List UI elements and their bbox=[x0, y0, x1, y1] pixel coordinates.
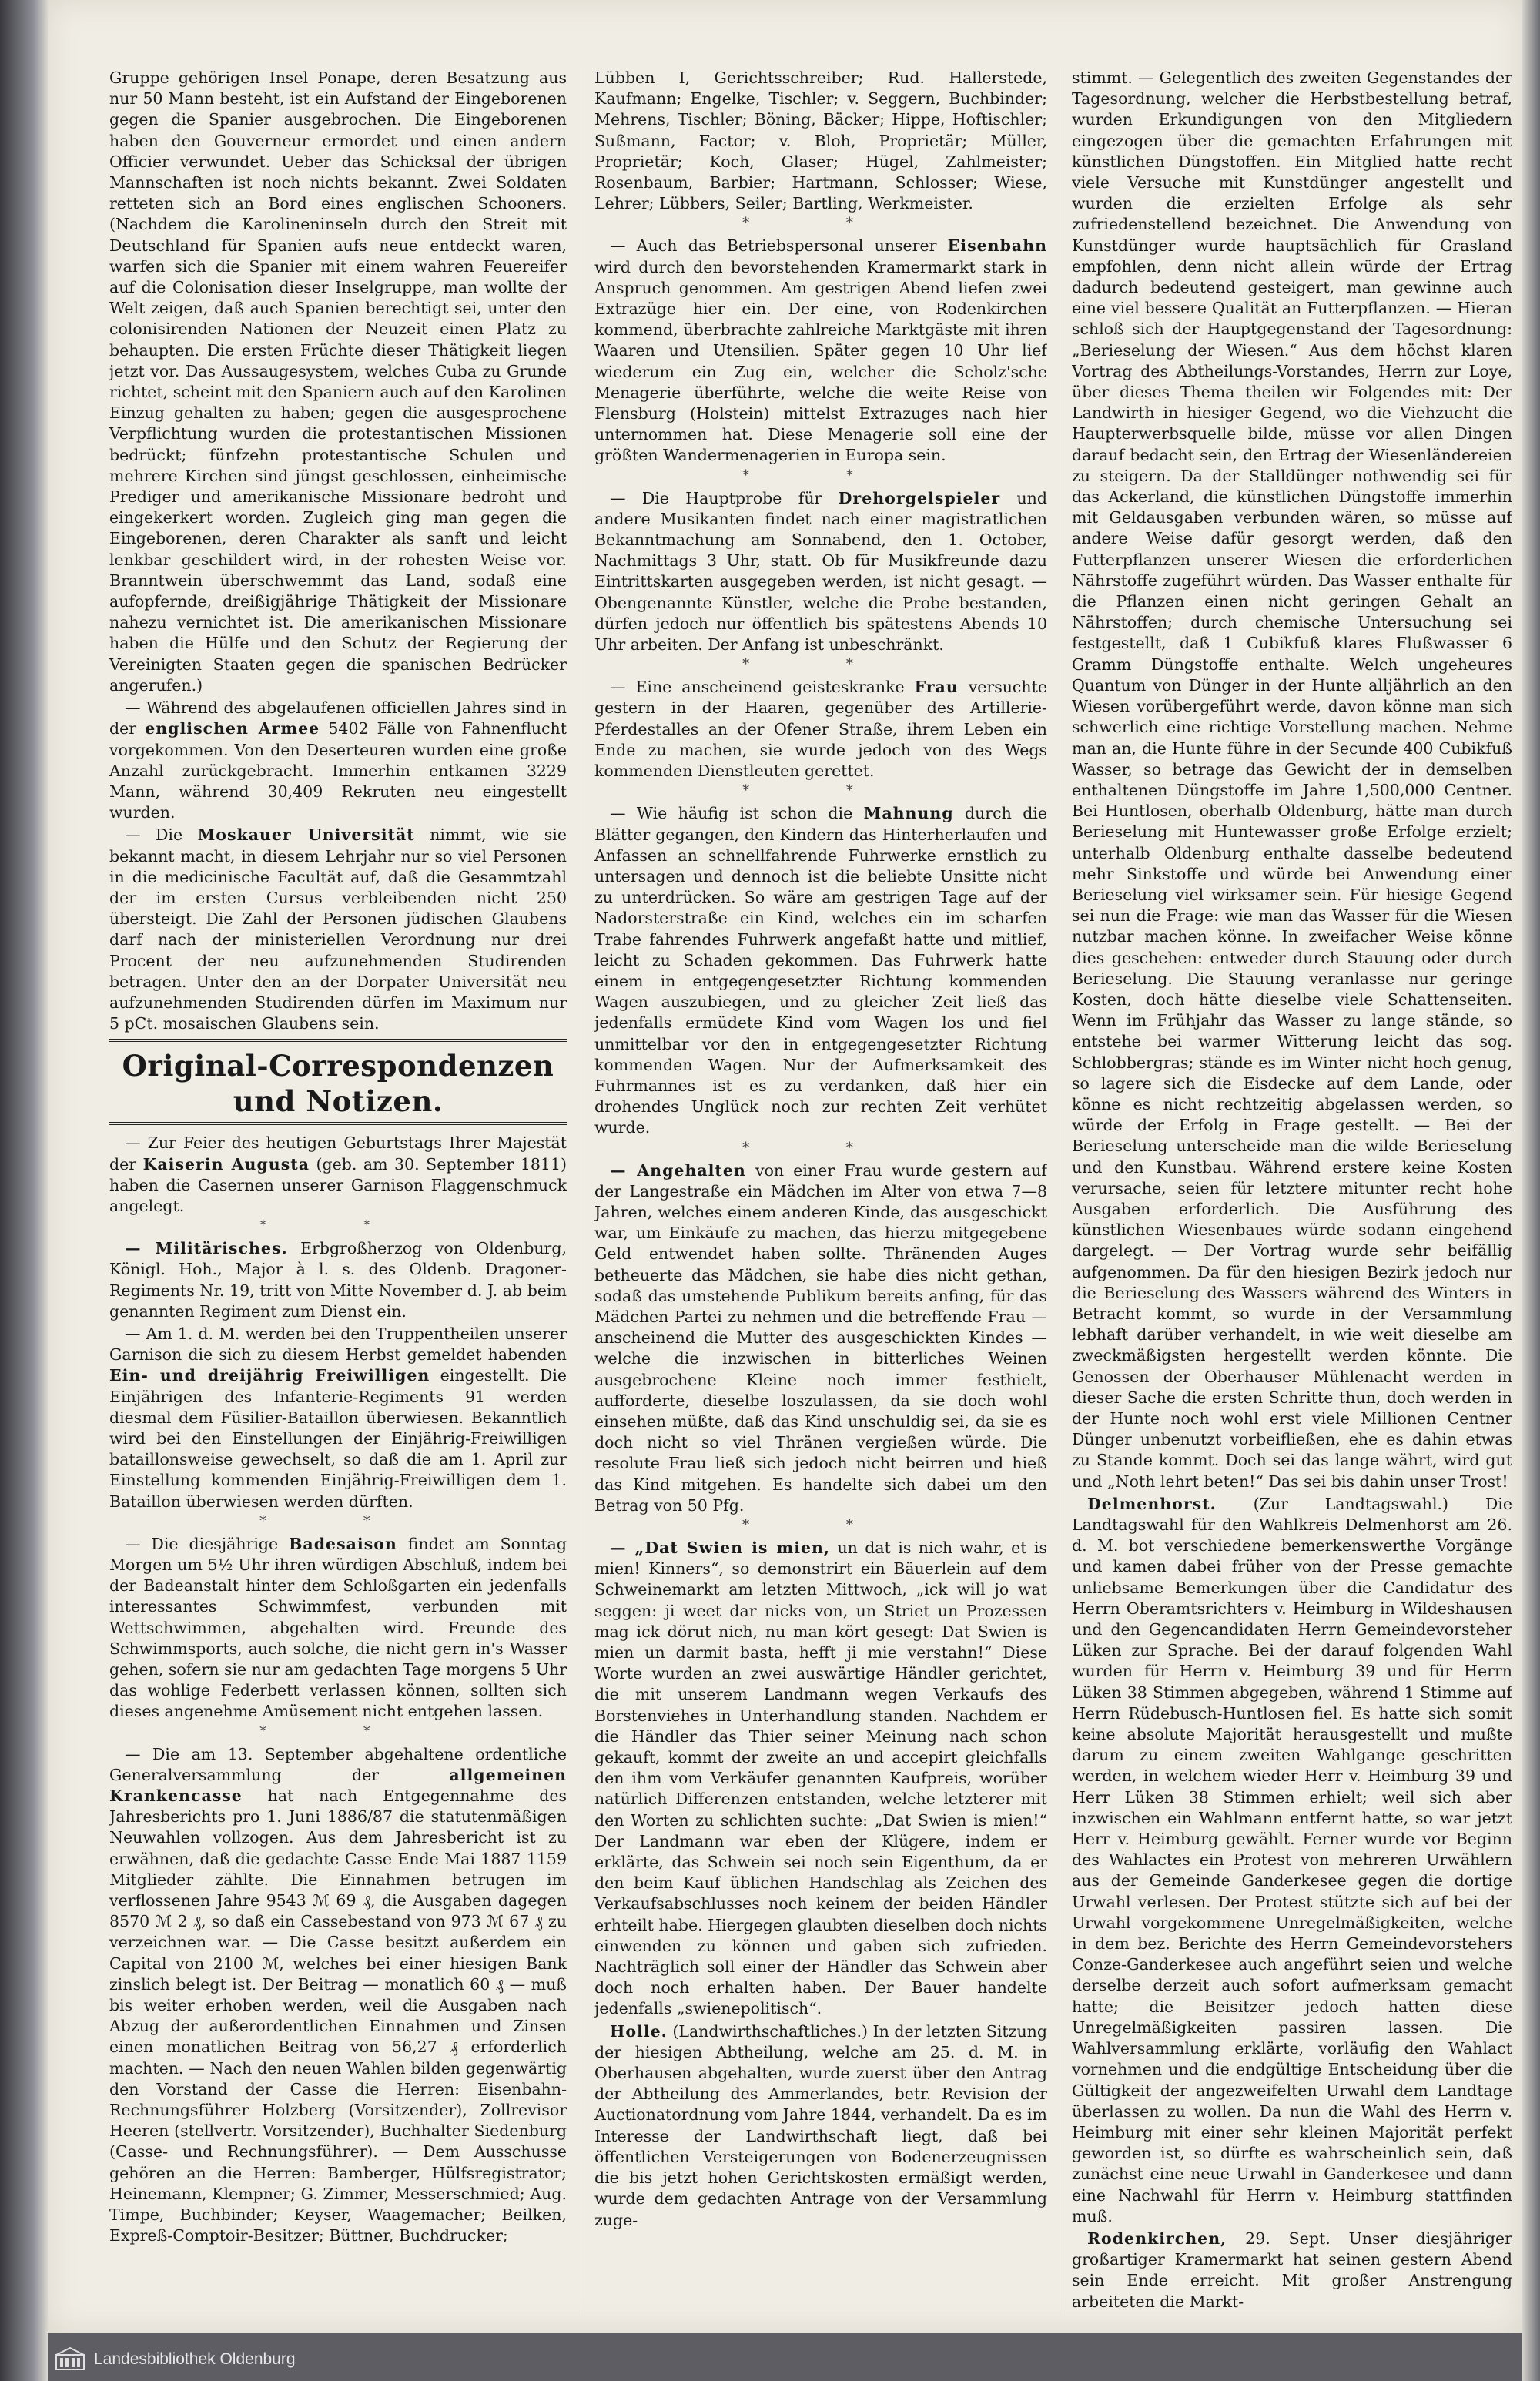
newspaper-page bbox=[48, 0, 1522, 2333]
article-warning: — Wie häufig ist schon die Mahnung durch die Blätter gegangen, den Kindern das Hinterherlaufen und Anfassen an schnellfahrende Fuhrwerke ernstlich zu untersagen und dennoch ist die beliebte Unsitte nicht zu unterdrücken. So wäre am gestrigen Tage auf der Nadorsterstraße ein Kind, welches ein im scharfen Trabe fahrendes Fuhrwerk angefaßt hatte und mitlief, leicht zu Schaden gekommen. Das Fuhrwerk hatte einem in entgegengesetzter Richtung kommenden Wagen auszubiegen, und zu gleicher Zeit ließ das jedenfalls ermüdete Kind vom Wagen los und fiel unmittelbar vor den in entgegengesetzter Richtung kommenden Wagen. Nur der Aufmerksamkeit des Fuhrmannes ist es zu verdanken, daß hier ein drohendes Unglück noch zur rechten Zeit verhütet wurde. bbox=[594, 804, 1047, 1137]
separator-asterisks: * * bbox=[742, 1517, 899, 1533]
article-detained: — Angehalten von einer Frau wurde gestern auf der Langestraße ein Mädchen im Alter von etwa 7—8 Jahren, welches einem anderen Kinde, das ausgeschickt war, um Einkäufe zu machen, das hierzu mitgegebene Geld entwendet haben sollte. Thränenden Auges betheuerte das Mädchen, sie habe dies nicht gethan, sodaß das umstehende Publikum bereits anfing, für das Mädchen Partei zu nehmen und die betreffende Frau — anscheinend die Mutter des ausgeschickten Kindes — welche die inzwischen in bitterliches Weinen ausgebrochene Kleine noch immer festhielt, aufforderte, dieselbe loszulassen, da sie doch wohl einsehen müßte, daß das Kind unschuldig sei, da sie es doch nicht so viel Thränen vergießen würde. Die resolute Frau ließ sich jedoch nicht beirren und hieß das Kind mitgehen. Es handelte sich dabei um den Betrag von 50 Pfg. bbox=[594, 1160, 1047, 1515]
section-headline: Original-Correspondenzen und Notizen. bbox=[109, 1048, 567, 1125]
article-delmenhorst: Delmenhorst. (Zur Landtagswahl.) Die Landtagswahl für den Wahlkreis Delmenhorst am 26. d. M. bot verschiedene bemerkenswerthe Vorgänge und kamen dabei früher von der Presse gemachte unliebsame Bemerkungen über die Candidatur des Herrn Oberamtsrichters v. Heimburg in Wildeshausen und den Gegencandidaten Herrn Gemeindevorsteher Lüken zur Sprache. Bei der darauf folgenden Wahl wurden für Herrn v. Heimburg 39 und für Herrn Lüken 38 Stimmen abgegeben, während 1 Stimme auf Herrn Rüdebusch-Huntlosen fiel. Es hatte sich somit keine absolute Majorität herausgestellt und mußte darum zu einem zweiten Wahlgange geschritten werden, in welchem wieder Herr v. Heimburg 39 und Herr Lüken 38 Stimmen erhielt; weil sich aber inzwischen ein Wahlmann entfernt hatte, so war jetzt Herr v. Heimburg gewählt. Ferner wurde vor Beginn des Wahlactes ein Protest von mehreren Urwählern aus der Gemeinde Ganderkesee gegen die dortige Urwahl verlesen. Der Protest stützte sich auf bei der Urwahl vorgekommene Unregelmäßigkeiten, welche in dem bez. Berichte des Herrn Gemeindevorstehers Conze-Ganderkesee auch angeführt seien und welche derselbe derzeit auch sofort aufmerksam gemacht hatte; die Beisitzer jedoch hatten diese Unregelmäßigkeiten passiren lassen. Die Wahlversammlung erklärte, vorläufig den Wahlact vornehmen und die endgültige Entscheidung über die Gültigkeit der angezweifelten Urwahl dem Landtage überlassen zu wollen. Da nun die Wahl des Herrn v. Heimburg mit einer sehr kleinen Majorität perfekt geworden ist, so dürfte es wahrscheinlich sein, daß zunächst eine neue Urwahl in Ganderkesee und dann eine Nachwahl für Herrn v. Heimburg stattfinden muß. bbox=[1072, 1494, 1512, 2225]
separator-asterisks: * * bbox=[742, 467, 899, 484]
separator-asterisks: * * bbox=[259, 1217, 417, 1234]
keyword-railway: Eisenbahn bbox=[947, 236, 1047, 256]
article-bathing-season: — Die diesjährige Badesaison findet am Sonntag Morgen um 5½ Uhr ihren würdigen Abschluß, indem bei der Badeanstalt hinter dem Schloßgarten ein jedenfalls interessantes Schwimmfest, verbunden mit Wettschwimmen, abgehalten wird. Freunde des Schwimmsports, auch solche, die nicht gern in's Wasser gehen, sofern sie nur am gedachten Tage morgens 5 Uhr das wohlige Federbett verlassen können, sollten sich dieses angenehme Amüsement nicht entgehen lassen. bbox=[109, 1534, 567, 1721]
separator-asterisks: * * bbox=[259, 1512, 417, 1529]
library-name: Landesbibliothek Oldenburg bbox=[94, 2350, 296, 2368]
article-pig: — „Dat Swien is mien, un dat is nich wahr, et is mien! Kinners“, so demonstrirt ein Bäuerlein auf dem Schweinemarkt am letzten Mittwoch, „ick will jo wat seggen: ji weet dar nicks von, un Striet un Prozessen mag ick dörut nich, nu man kört gesegt: Dat Swien is mien un darmit basta, hefft ji mie verstahn!“ Diese Worte wurden an zwei auswärtige Händler gerichtet, die mit unserem Landmann wegen Verkaufs des Borstenviehes in Unterhandlung standen. Nachdem er die Händler das Thier seiner Meinung nach schon gekauft, kommt der zweite an und accepirt gleichfalls den ihm vom Verkäufer genannten Kaufpreis, worüber natürlich Differenzen entstanden, welche letzterer mit den Worten zu schlichten suchte: „Dat Swien is mien!“ Der Landmann war eben der Klügere, indem er erklärte, das Schwein sei noch sein Eigenthum, da er den beim Kauf üblichen Handschlag als Zeichen des Verkaufsabschlusses noch keinem der beiden Händler erhteilt habe. Hiergegen glaubten dieselben doch nichts einwenden zu können und gaben sich zufrieden. Nachträglich soll einer der Händler das Schwein aber doch noch erhalten haben. Der Bauer handelte jedenfalls „swienepolitisch“. bbox=[594, 1539, 1047, 2018]
separator-asterisks: * * bbox=[742, 215, 899, 232]
scan-edge-right bbox=[1522, 0, 1540, 2381]
keyword-warning: Mahnung bbox=[863, 804, 954, 823]
column-2 bbox=[594, 68, 1047, 2324]
column-1 bbox=[109, 68, 567, 2324]
keyword-delmenhorst: Delmenhorst. bbox=[1087, 1494, 1217, 1513]
keyword-holle: Holle. bbox=[610, 2021, 668, 2041]
section-header-block bbox=[109, 1039, 567, 1125]
separator-asterisks: * * bbox=[742, 656, 899, 673]
article-kaiserin: — Zur Feier des heutigen Geburtstags Ihrer Majestät der Kaiserin Augusta (geb. am 30. September 1811) haben die Casernen unserer Garnison Flaggenschmuck angelegt. bbox=[109, 1134, 567, 1215]
article-moscow-university: — Die Moskauer Universität nimmt, wie sie bekannt macht, in diesem Lehrjahr nur so viel Personen in die medicinische Facultät auf, daß die Gesammtzahl der im ersten Cursus verbleibenden nicht 250 übersteigt. Die Zahl der Personen jüdischen Glaubens darf nach der ministeriellen Verordnung nur drei Procent der neu aufzunehmenden Studirenden betragen. Unter den an der Dorpater Universität neu aufzunehmenden Studirenden dürfen im Maximum nur 5 pCt. mosaischen Glaubens sein. bbox=[109, 825, 567, 1033]
library-logo-icon bbox=[55, 2347, 85, 2370]
keyword-pig: — „Dat Swien is mien, bbox=[610, 1539, 831, 1557]
article-rodenkirchen: Rodenkirchen, 29. Sept. Unser diesjähriger großartiger Kramermarkt hat seinen gestern Abend sein Ende erreicht. Mit großer Anstrengung arbeiteten die Markt- bbox=[1072, 2229, 1512, 2311]
keyword-english-army: englischen Armee bbox=[145, 719, 320, 738]
article-volunteers: — Am 1. d. M. werden bei den Truppentheilen unserer Garnison die sich zu diesem Herbst gemeldet habenden Ein- und dreijährig Freiwilligen eingestellt. Die Einjährigen des Infanterie-Regiments 91 werden diesmal dem Füsilier-Bataillon überwiesen. Bekanntlich wird bei den Einstellungen der Einjährig-Freiwilligen bataillonsweise gewechselt, so daß die am 1. April zur Einstellung kommenden Einjährig-Freiwilligen dem 1. Bataillon überwiesen werden dürften. bbox=[109, 1324, 567, 1511]
article-woman: — Eine anscheinend geisteskranke Frau versuchte gestern in der Haaren, gegenüber des Artillerie-Pferdestalles an der Ofener Straße, ihrem Leben ein Ende zu machen, sie wurde jedoch von des Wegs kommenden Dienstleuten gerettet. bbox=[594, 678, 1047, 781]
column-3 bbox=[1072, 68, 1512, 2324]
keyword-health-insurance: allgemeinen Krankencasse bbox=[109, 1765, 567, 1806]
article-english-army: — Während des abgelaufenen officiellen Jahres sind in der englischen Armee 5402 Fälle von Fahnenflucht vorgekommen. Von den Deserteuren wurden eine große Anzahl zurückgebracht. Immerhin entkamen 3229 Mann, während 30,409 Rekruten neu eingestellt wurden. bbox=[109, 698, 567, 822]
article-ponape: Gruppe gehörigen Insel Ponape, deren Besatzung aus nur 50 Mann besteht, ist ein Aufstand der Eingeborenen gegen die Spanier ausgebrochen. Die Eingeborenen haben den Gouverneur ermordet und einen andern Officier verwundet. Ueber das Schicksal der übrigen Mannschaften ist noch nichts bekannt. Zwei Soldaten retteten sich an Bord eines englischen Schooners. (Nachdem die Karolineninseln durch den Streit mit Deutschland für Spanien aufs neue entdeckt waren, warfen sich die Spanier mit einem wahren Feuereifer auf die Colonisation dieser Inselgruppe, man wollte der Welt zeigen, daß auch Spanien berechtigt sei, unter den colonisirenden Nationen der Neuzeit einen Platz zu behaupten. Die ersten Früchte dieser Thätigkeit liegen jetzt vor. Das Aussaugesystem, welches Cuba zu Grunde richtet, scheint mit den Spaniern auch auf den Karolinen Einzug gehalten zu haben; gegen die ausgesprochene Verpflichtung wurden die protestantischen Missionen bedrückt; fünfzehn protestantische Schulen und mehrere Kirchen sind jüngst geschlossen, einheimische Prediger und amerikanische Missionare bedroht und eingekerkert worden. Zugleich ging man gegen die Eingeborenen, deren Charakter als sanft und leicht lenkbar geschildert wird, in der rohesten Weise vor. Branntwein überschwemmt das Land, sodaß eine aufopfernde, dreißigjährige Thätigkeit der Missionare nahezu vernichtet ist. Die amerikanischen Missionare haben die Hülfe und den Schutz der Regierung der Vereinigten Staaten gegen die spanischen Bedrücker angerufen.) bbox=[109, 69, 567, 695]
separator-asterisks: * * bbox=[742, 1139, 899, 1156]
article-railway: — Auch das Betriebspersonal unserer Eisenbahn wird durch den bevorstehenden Kramermarkt stark in Anspruch genommen. Am gestrigen Abend liefen zwei Extrazüge hier ein. Der eine, von Rodenkirchen kommend, überbrachte zahlreiche Marktgäste mit ihren Waaren und Utensilien. Später gegen 10 Uhr lief wiederum ein Zug ein, welcher die Scholz'sche Menagerie überführte, welche die weite Reise von Flensburg (Holstein) mittelst Extrazuges nach hier unternommen hat. Diese Menagerie soll eine der größten Wandermenagerien in Europa sein. bbox=[594, 236, 1047, 465]
keyword-moscow-university: Moskauer Universität bbox=[197, 825, 415, 845]
article-members-list: Lübben I, Gerichtsschreiber; Rud. Hallerstede, Kaufmann; Engelke, Tischler; v. Seggern, Buchbinder; Mehrens, Tischler; Böning, Bäcker; Hippe, Hoftischler; Sußmann, Factor; v. Bloh, Proprietär; Müller, Proprietär; Koch, Glaser; Hügel, Zahlmeister; Rosenbaum, Barbier; Hartmann, Schlosser; Wiese, Lehrer; Lübbers, Seiler; Bartling, Werkmeister. bbox=[594, 69, 1047, 213]
article-health-insurance: — Die am 13. September abgehaltene ordentliche Generalversammlung der allgemeinen Krankencasse hat nach Entgegennahme des Jahresberichts pro 1. Juni 1886/87 die statutenmäßigen Neuwahlen vollzogen. Aus dem Jahresbericht ist zu erwähnen, daß die gedachte Casse Ende Mai 1887 1159 Mitglieder zählte. Die Einnahmen betrugen im verflossenen Jahre 9543 ℳ 69 ₰, die Ausgaben dagegen 8570 ℳ 2 ₰, so daß ein Cassebestand von 973 ℳ 67 ₰ zu verzeichnen war. — Die Casse besitzt außerdem ein Capital von 2100 ℳ, welches bei einer hiesigen Bank zinslich belegt ist. Der Beitrag — monatlich 60 ₰ — muß bis weiter erhoben werden, weil die Ausgaben nach Abzug der außerordentlichen Einnahmen und Zinsen einen monatlichen Beitrag von 56,27 ₰ erforderlich machten. — Nach den neuen Wahlen bilden gegenwärtig den Vorstand der Casse die Herren: Eisenbahn-Rechnungsführer Holzberg (Vorsitzender), Zollrevisor Heeren (stellvertr. Vorsitzender), Buchhalter Siedenburg (Casse- und Rechnungsführer). — Dem Ausschusse gehören an die Herren: Bamberger, Hülfsregistrator; Heinemann, Klempner; G. Zimmer, Messerschmied; Aug. Timpe, Buchbinder; Keyser, Waagemacher; Beilken, Expreß-Comptoir-Besitzer; Büttner, Buchdrucker; bbox=[109, 1744, 567, 2245]
keyword-kaiserin: Kaiserin Augusta bbox=[142, 1154, 310, 1174]
article-organ-grinders: — Die Hauptprobe für Drehorgelspieler und andere Musikanten findet nach einer magistratlichen Bekanntmachung am Sonnabend, den 1. October, Nachmittags 3 Uhr, statt. Ob für Musikfreunde dazu Eintrittskarten ausgegeben werden, ist nicht gesagt. — Obengenannte Künstler, welche die Probe bestanden, dürfen jedoch nur öffentlich bis spätestens Abends 10 Uhr arbeiten. Der Anfang ist unbeschränkt. bbox=[594, 488, 1047, 655]
keyword-military: — Militärisches. bbox=[125, 1239, 288, 1258]
keyword-volunteers: Ein- und dreijährig Freiwilligen bbox=[109, 1366, 430, 1385]
article-military: — Militärisches. Erbgroßherzog von Oldenburg, Königl. Hoh., Major à l. s. des Oldenb. Dragoner-Regiments Nr. 19, tritt von Mitte November d. J. ab beim genannten Regiment zum Dienst ein. bbox=[109, 1239, 567, 1321]
keyword-rodenkirchen: Rodenkirchen, bbox=[1087, 2229, 1227, 2248]
keyword-woman: Frau bbox=[914, 678, 959, 697]
footer-bar bbox=[48, 2333, 1522, 2381]
keyword-organ-grinders: Drehorgelspieler bbox=[838, 488, 1001, 507]
scan-edge-left bbox=[0, 0, 48, 2381]
article-holle: Holle. (Landwirthschaftliches.) In der letzten Sitzung der hiesigen Abtheilung, welche am 25. d. M. in Oberhausen abgehalten, wurde zuerst über den Antrag der Abtheilung des Ammerlandes, betr. Revision der Auctionatordnung vom Jahre 1844, verhandelt. Da es im Interesse der Landwirthschaft liegt, daß bei öffentlichen Versteigerungen von Bodenerzeugnissen die bis jetzt hohen Gerichtskosten ermäßigt werden, wurde dem gedachten Antrage von der Versammlung zuge- bbox=[594, 2021, 1047, 2229]
keyword-bathing-season: Badesaison bbox=[289, 1534, 397, 1553]
separator-asterisks: * * bbox=[259, 1723, 417, 1740]
keyword-detained: — Angehalten bbox=[610, 1160, 746, 1180]
separator-asterisks: * * bbox=[742, 782, 899, 799]
article-irrigation: stimmt. — Gelegentlich des zweiten Gegenstandes der Tagesordnung, welcher die Herbstbestellung betraf, wurden Erkundigungen von den Mitgliedern eingezogen über die gemachten Erfahrungen mit künstlichen Düngstoffen. Ein Mitglied hatte recht viele Versuche mit Kunstdünger angestellt und wurden die erzielten Erfolge als sehr zufriedenstellend bezeichnet. Die Anwendung von Kunstdünger wurde hauptsächlich für Grasland empfohlen, denn nicht allein würde der Ertrag dadurch bedeutend gesteigert, man gewinne auch eine viel bessere Qualität an Futterpflanzen. — Hieran schloß sich der Hauptgegenstand der Tagesordnung: „Berieselung der Wiesen.“ Aus dem höchst klaren Vortrag des Abtheilungs-Vorstandes, Herrn zur Loye, über dieses Thema theilen wir Folgendes mit: Der Landwirth in hiesiger Gegend, wo die Viehzucht die Haupterwerbsquelle bilde, müsse vor allen Dingen darauf bedacht sein, den Ertrag der Wiesenländereien zu steigern. Da der Stalldünger nothwendig sei für das Ackerland, die künstlichen Düngstoffe immerhin mit Geldausgaben verbunden wären, so müsse auf andere Weise dafür gesorgt werden, daß den Futterpflanzen unserer Wiesen die erforderlichen Nährstoffe zugeführt würden. Das Wasser enthalte für die Pflanzen einen nicht geringen Gehalt an Nährstoffen; durch chemische Untersuchung sei festgestellt, daß 1 Cubikfuß klares Flußwasser 6 Gramm Düngstoffe enthalte. Welch ungeheures Quantum von Dünger in der Hunte alljährlich an den Wiesen vorübergeführt werde, davon könne man sich schwerlich eine richtige Vorstellung machen. Nehme man an, die Hunte führe in der Secunde 400 Cubikfuß Wasser, so betrage das Gewicht der in demselben enthaltenen Düngstoffe im Jahre 1,500,000 Centner. Bei Huntlosen, oberhalb Oldenburg, hätte man durch Berieselung mit Huntewasser große Erfolge erzielt; unterhalb Oldenburg enthalte dasselbe bedeutend mehr Sinkstoffe und würde bei Anwendung einer Berieselung viel wirksamer sein. Für hiesige Gegend sei nun die Frage: wie man das Wasser für die Wiesen nutzbar machen könne. In zweifacher Weise könne dies geschehen: entweder durch Stauung oder durch Berieselung. Die Stauung veranlasse nur geringe Kosten, doch hätte dieselbe viele Schattenseiten. Wenn im Frühjahr das Wasser zu lange stände, so entstehe bei warmer Witterung leicht das sog. Schlobbergras; stände es im Winter nicht hoch genug, so lagere sich die Eisdecke auf dem Lande, oder könne es nicht rechtzeitig abgelassen werden, so würde der Erfolg in Frage gestellt. — Bei der Berieselung unterscheide man die wilde Berieselung und den Kunstbau. Während erstere keine Kosten verursache, seien für letztere mitunter recht hohe Ausgaben erforderlich. Die Ausführung des künstlichen Wiesenbaues würde sodann eingehend dargelegt. — Der Vortrag wurde sehr beifällig aufgenommen. Da für den hiesigen Bezirk jedoch nur die Berieselung des Wassers während des Winters in Betracht kommt, so wurde in der Versammlung lebhaft darüber verhandelt, in wie weit dieselbe am zweckmäßigsten hergestellt werden könnte. Die Genossen der Oberhauser Mühlenacht werden in dieser Sache die ersten Schritte thun, doch werden in der Hunte noch wohl erst viele Millionen Centner Dünger unbenutzt vorbeifließen, ehe es dahin etwas zu Stande kommt. Doch sei das lange währt, wird gut und „Noth lehrt beten!“ Das sei bis dahin unser Trost! bbox=[1072, 69, 1512, 1491]
